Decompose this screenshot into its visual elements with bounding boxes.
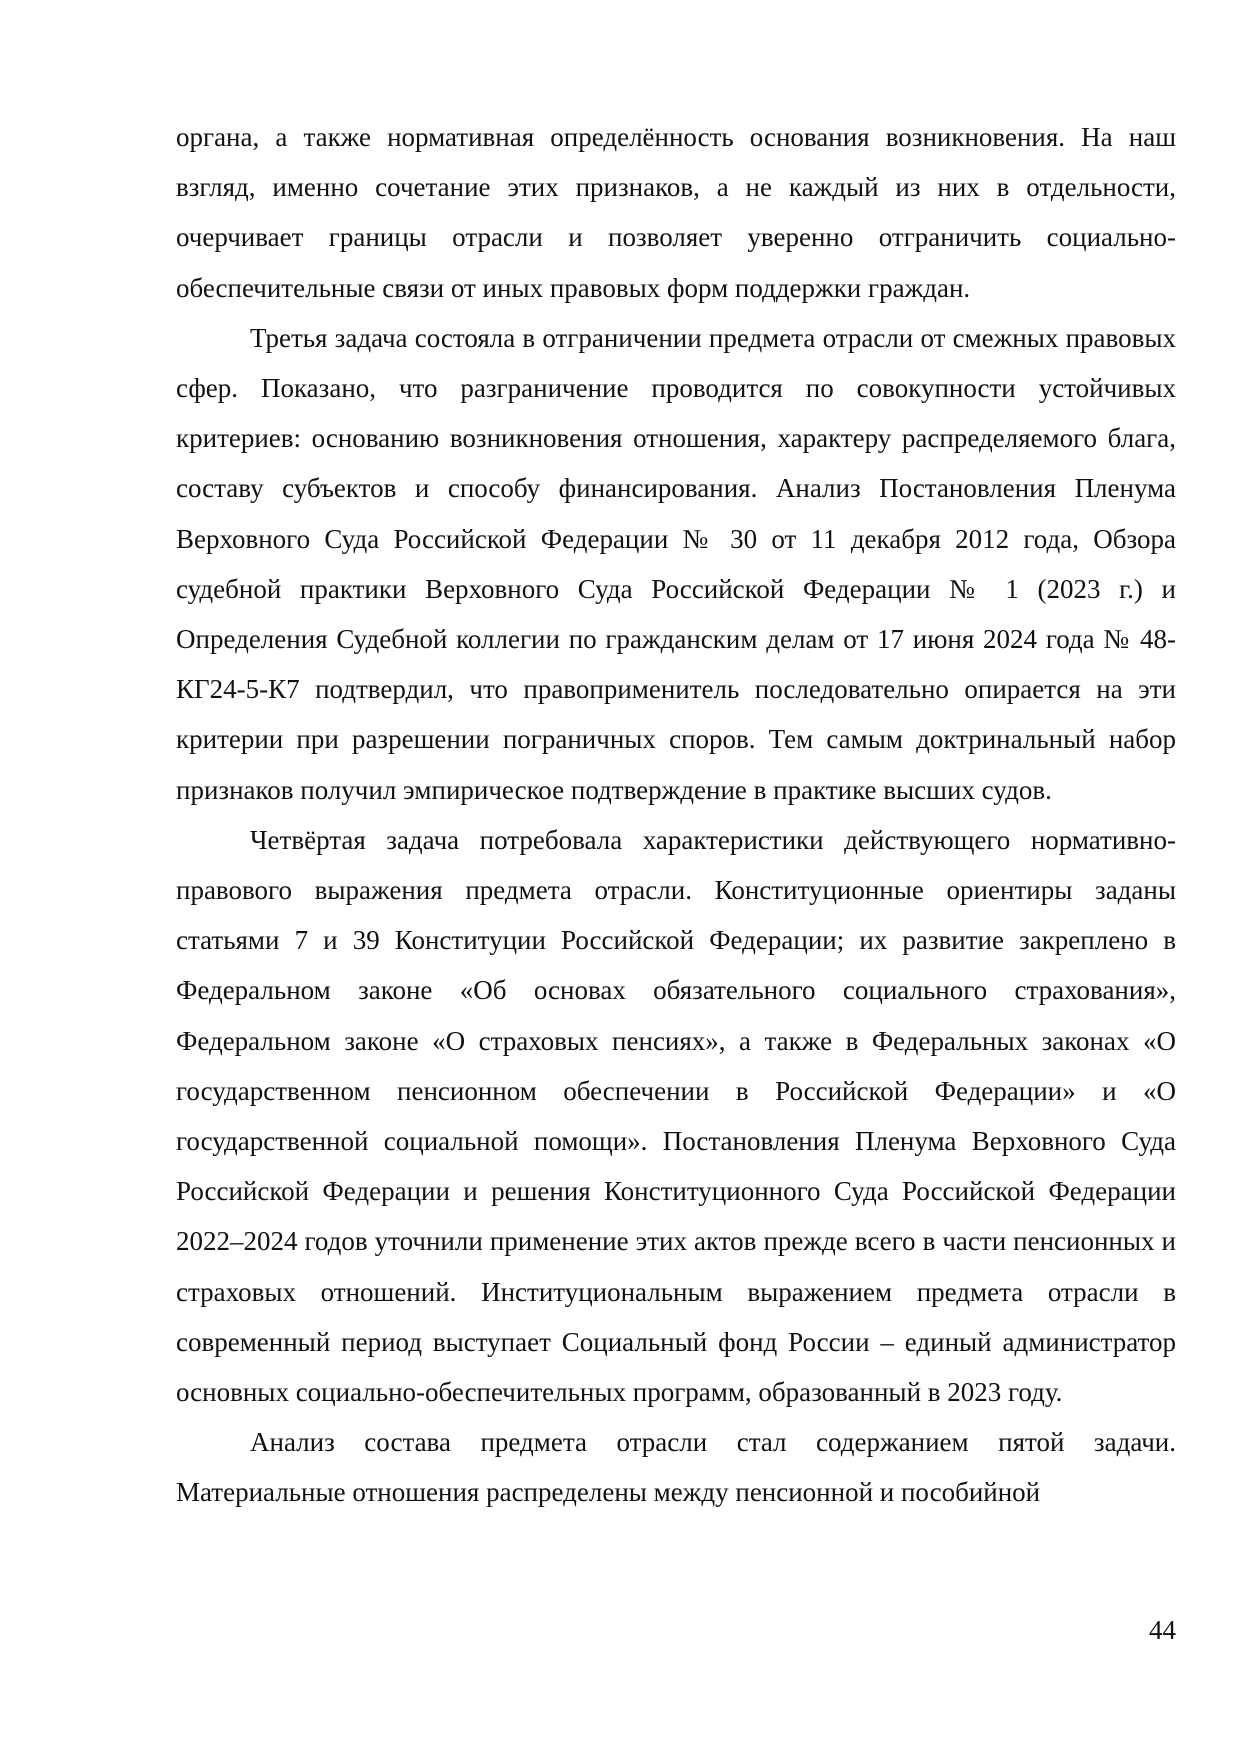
paragraph-third-task: Третья задача состояла в отграничении предмета отрасли от смежных правовых сфер. Показано, что разграничение проводится по совокупности устойчивых критериев: основанию возникновения отношения, характеру распределяемого блага, составу субъектов и способу финансирования. Анализ Постановления Пленума Верховного Суда Российской Федерации № 30 от 11 декабря 2012 года, Обзора судебной практики Верховного Суда Российской Федерации № 1 (2023 г.) и Определения Судебной коллегии по гражданским делам от 17 июня 2024 года № 48-КГ24-5-К7 подтвердил, что правоприменитель последовательно опирается на эти критерии при разрешении пограничных споров. Тем самым доктринальный набор признаков получил эмпирическое подтверждение в практике высших судов.	[176, 322, 1176, 805]
paragraph-fourth-task: Четвёртая задача потребовала характеристики действующего нормативно-правового выражения предмета отрасли. Конституционные ориентиры заданы статьями 7 и 39 Конституции Российской Федерации; их развитие закреплено в Федеральном законе «Об основах обязательного социального страхования», Федеральном законе «О страховых пенсиях», а также в Федеральных законах «О государственном пенсионном обеспечении в Российской Федерации» и «О государственной социальной помощи». Постановления Пленума Верховного Суда Российской Федерации и решения Конституционного Суда Российской Федерации 2022–2024 годов уточнили применение этих актов прежде всего в части пенсионных и страховых отношений. Институциональным выражением предмета отрасли в современный период выступает Социальный фонд России – единый администратор основных социально-обеспечительных программ, образованный в 2023 году.	[176, 824, 1176, 1408]
page-number: 44	[1149, 1615, 1176, 1645]
body-text	[176, 112, 1176, 1518]
paragraph-fifth-task: Анализ состава предмета отрасли стал содержанием пятой задачи. Материальные отношения распределены между пенсионной и пособийной	[176, 1427, 1176, 1508]
paragraph-continued: органа, а также нормативная определённость основания возникновения. На наш взгляд, именно сочетание этих признаков, а не каждый из них в отдельности, очерчивает границы отрасли и позволяет уверенно отграничить социально-обеспечительные связи от иных правовых форм поддержки граждан.	[176, 122, 1176, 303]
